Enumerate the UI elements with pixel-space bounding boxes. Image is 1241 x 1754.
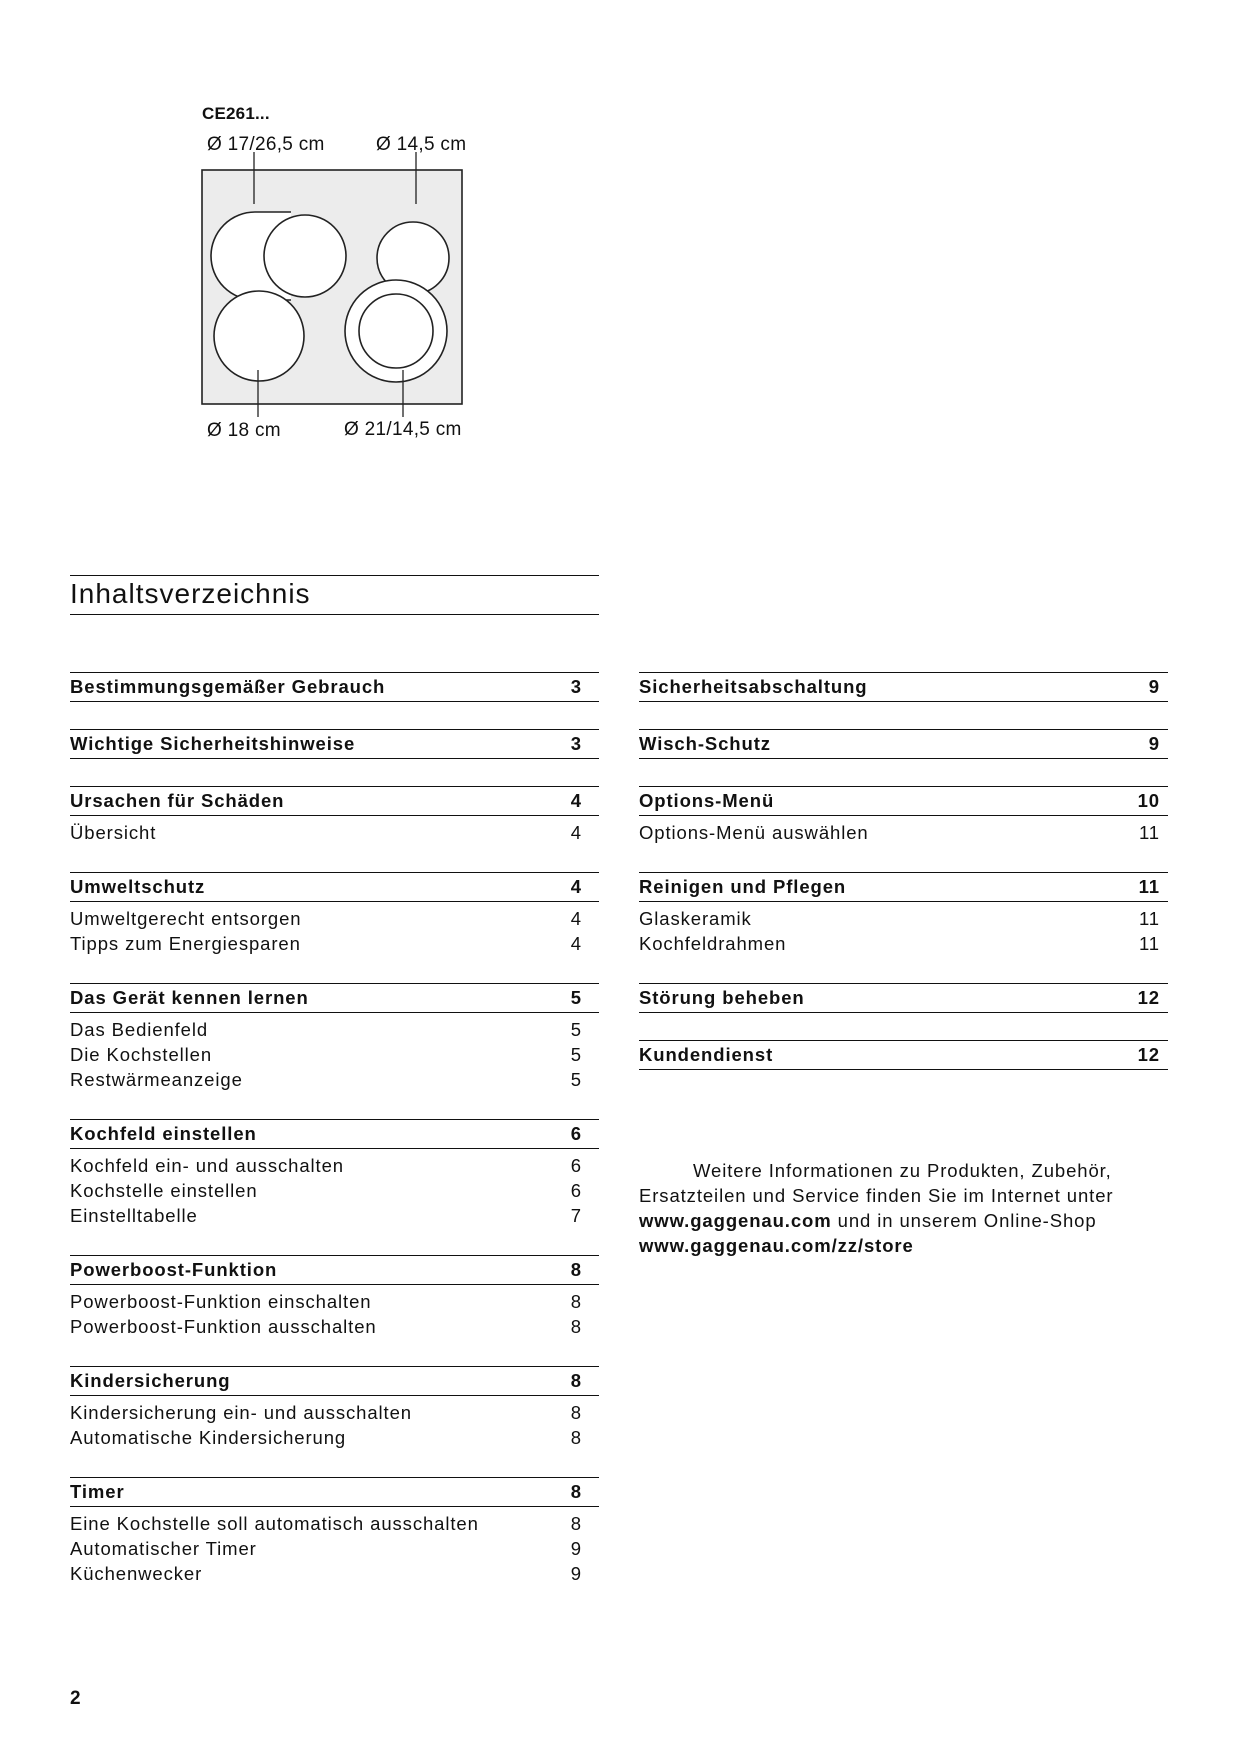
toc-heading-page: 8: [570, 1259, 582, 1280]
toc-heading-page: 9: [1148, 733, 1160, 754]
toc-section-kindersicherung: [70, 1366, 599, 1450]
title-rule-bottom: [70, 614, 599, 615]
toc-entry[interactable]: [639, 931, 1168, 956]
toc-heading-page: 4: [570, 876, 582, 897]
toc-heading-page: 9: [1148, 676, 1160, 697]
toc-heading[interactable]: [639, 1040, 1168, 1070]
toc-heading[interactable]: [70, 1366, 599, 1396]
toc-heading[interactable]: [70, 1119, 599, 1149]
toc-heading[interactable]: [639, 786, 1168, 816]
toc-entry-label: Übersicht: [70, 821, 157, 843]
diameter-label-top-left: Ø 17/26,5 cm: [207, 134, 325, 155]
toc-heading-page: 10: [1137, 790, 1160, 811]
toc-heading-title: Powerboost-Funktion: [70, 1259, 278, 1280]
toc-heading-page: 12: [1137, 987, 1160, 1008]
website-link[interactable]: www.gaggenau.com: [639, 1210, 832, 1231]
toc-entry-page: 9: [570, 1562, 582, 1584]
toc-subentries: [70, 1013, 599, 1092]
toc-entry[interactable]: [70, 1425, 599, 1450]
toc-section-timer: [70, 1477, 599, 1586]
toc-heading-page: 6: [570, 1123, 582, 1144]
toc-subentries: [70, 902, 599, 956]
info-paragraph: [639, 1158, 1159, 1258]
toc-heading-page: 12: [1137, 1044, 1160, 1065]
toc-section-umweltschutz: [70, 872, 599, 956]
toc-entry-label: Das Bedienfeld: [70, 1018, 209, 1040]
toc-entry-page: 8: [570, 1401, 582, 1423]
info-text: Weitere Informationen zu Produkten, Zubehör, Ersatzteilen und Service finden Sie im Internet unter: [639, 1160, 1114, 1206]
toc-entry-label: Options-Menü auswählen: [639, 821, 869, 843]
toc-entry-page: 8: [570, 1290, 582, 1312]
toc-entry[interactable]: [639, 906, 1168, 931]
toc-entry[interactable]: [70, 1561, 599, 1586]
toc-entry-page: 11: [1138, 821, 1160, 843]
toc-heading-page: 4: [570, 790, 582, 811]
toc-left-column: [70, 672, 599, 1613]
diameter-label-bottom-left: Ø 18 cm: [207, 420, 281, 441]
toc-section-reinigen-und-pflegen: [639, 872, 1168, 956]
diameter-label-top-right: Ø 14,5 cm: [376, 134, 467, 155]
toc-entry-page: 8: [570, 1426, 582, 1448]
toc-entry-page: 6: [570, 1179, 582, 1201]
toc-heading[interactable]: [639, 872, 1168, 902]
toc-entry-page: 8: [570, 1315, 582, 1337]
toc-section-powerboost-funktion: [70, 1255, 599, 1339]
toc-entry-page: 4: [570, 821, 582, 843]
toc-entry-label: Tipps zum Energiesparen: [70, 932, 301, 954]
toc-entry-label: Einstelltabelle: [70, 1204, 198, 1226]
toc-heading-title: Kochfeld einstellen: [70, 1123, 257, 1144]
toc-entry-label: Kochfeldrahmen: [639, 932, 787, 954]
toc-entry[interactable]: [639, 820, 1168, 845]
toc-subentries: [70, 1285, 599, 1339]
toc-entry-label: Kochstelle einstellen: [70, 1179, 258, 1201]
toc-entry[interactable]: [70, 1178, 599, 1203]
toc-heading-page: 3: [570, 733, 582, 754]
toc-heading-title: Timer: [70, 1481, 125, 1502]
page-title: Inhaltsverzeichnis: [70, 578, 311, 609]
toc-entry[interactable]: [70, 906, 599, 931]
toc-heading-title: Reinigen und Pflegen: [639, 876, 847, 897]
toc-heading-title: Options-Menü: [639, 790, 775, 811]
toc-heading[interactable]: [70, 786, 599, 816]
toc-entry-label: Automatischer Timer: [70, 1537, 257, 1559]
toc-section-das-gerat-kennen-lernen: [70, 983, 599, 1092]
cooking-zone-bottom-left: [214, 291, 304, 381]
toc-entry[interactable]: [70, 1042, 599, 1067]
toc-heading-page: 8: [570, 1370, 582, 1391]
toc-entry-page: 11: [1138, 932, 1160, 954]
toc-entry[interactable]: [70, 1067, 599, 1092]
toc-heading-title: Umweltschutz: [70, 876, 206, 897]
toc-entry-label: Die Kochstellen: [70, 1043, 213, 1065]
toc-heading[interactable]: [639, 983, 1168, 1013]
toc-section-options-menu: [639, 786, 1168, 845]
toc-section-kundendienst: [639, 1040, 1168, 1070]
toc-subentries: [70, 1396, 599, 1450]
toc-entry[interactable]: [70, 1536, 599, 1561]
toc-heading[interactable]: [70, 672, 599, 702]
toc-heading[interactable]: [70, 872, 599, 902]
toc-heading[interactable]: [639, 729, 1168, 759]
toc-entry-label: Kochfeld ein- und ausschalten: [70, 1154, 344, 1176]
toc-entry[interactable]: [70, 931, 599, 956]
toc-entry[interactable]: [70, 820, 599, 845]
cooktop-diagram: [195, 140, 485, 460]
toc-section-sicherheitsabschaltung: [639, 672, 1168, 702]
toc-heading-title: Kundendienst: [639, 1044, 774, 1065]
toc-right-column: [639, 672, 1168, 1097]
toc-section-wichtige-sicherheitshinweise: [70, 729, 599, 759]
toc-entry-page: 4: [570, 907, 582, 929]
toc-entry[interactable]: [70, 1153, 599, 1178]
toc-heading-title: Ursachen für Schäden: [70, 790, 285, 811]
toc-heading-title: Wisch-Schutz: [639, 733, 771, 754]
toc-entry-label: Powerboost-Funktion einschalten: [70, 1290, 372, 1312]
toc-heading-title: Bestimmungsgemäßer Gebrauch: [70, 676, 386, 697]
toc-section-ursachen-fur-schaden: [70, 786, 599, 845]
toc-heading-title: Wichtige Sicherheitshinweise: [70, 733, 356, 754]
toc-entry-page: 6: [570, 1154, 582, 1176]
toc-section-wisch-schutz: [639, 729, 1168, 759]
toc-entry[interactable]: [70, 1511, 599, 1536]
toc-entry-label: Eine Kochstelle soll automatisch ausschalten: [70, 1512, 479, 1534]
toc-heading-title: Kindersicherung: [70, 1370, 231, 1391]
toc-section-storung-beheben: [639, 983, 1168, 1013]
store-link[interactable]: www.gaggenau.com/zz/store: [639, 1235, 914, 1256]
toc-heading-page: 5: [570, 987, 582, 1008]
toc-entry[interactable]: [70, 1203, 599, 1228]
toc-heading-title: Sicherheitsabschaltung: [639, 676, 868, 697]
toc-heading-page: 11: [1138, 876, 1160, 897]
toc-entry-label: Küchenwecker: [70, 1562, 203, 1584]
toc-heading-page: 8: [570, 1481, 582, 1502]
toc-subentries: [70, 1507, 599, 1586]
toc-entry-page: 9: [570, 1537, 582, 1559]
toc-heading-page: 3: [570, 676, 582, 697]
toc-heading-title: Das Gerät kennen lernen: [70, 987, 309, 1008]
toc-heading[interactable]: [70, 983, 599, 1013]
info-text-2: und in unserem Online-Shop: [837, 1210, 1097, 1231]
toc-subentries: [639, 816, 1168, 845]
toc-entry-page: 7: [570, 1204, 582, 1226]
page-number: 2: [70, 1688, 81, 1709]
toc-subentries: [70, 816, 599, 845]
toc-section-kochfeld-einstellen: [70, 1119, 599, 1228]
toc-section-bestimmungsgemasser-gebrauch: [70, 672, 599, 702]
toc-entry-label: Glaskeramik: [639, 907, 752, 929]
toc-entry-page: 8: [570, 1512, 582, 1534]
diameter-label-bottom-right: Ø 21/14,5 cm: [344, 419, 462, 440]
toc-entry-label: Automatische Kindersicherung: [70, 1426, 347, 1448]
toc-entry[interactable]: [70, 1314, 599, 1339]
toc-entry-page: 5: [570, 1018, 582, 1040]
model-label: CE261...: [202, 104, 270, 123]
toc-entry-page: 5: [570, 1043, 582, 1065]
toc-entry-label: Powerboost-Funktion ausschalten: [70, 1315, 377, 1337]
toc-entry[interactable]: [70, 1017, 599, 1042]
cooking-zone-top-left: [264, 215, 346, 297]
toc-subentries: [639, 902, 1168, 956]
toc-entry-page: 4: [570, 932, 582, 954]
cooking-zone-bottom-right-inner: [359, 294, 433, 368]
toc-entry-page: 11: [1138, 907, 1160, 929]
toc-heading-title: Störung beheben: [639, 987, 805, 1008]
toc-subentries: [70, 1149, 599, 1228]
toc-heading[interactable]: [70, 729, 599, 759]
toc-entry-label: Umweltgerecht entsorgen: [70, 907, 302, 929]
toc-entry-label: Restwärmeanzeige: [70, 1068, 243, 1090]
toc-heading[interactable]: [70, 1255, 599, 1285]
toc-entry[interactable]: [70, 1289, 599, 1314]
toc-entry[interactable]: [70, 1400, 599, 1425]
toc-heading[interactable]: [639, 672, 1168, 702]
toc-entry-page: 5: [570, 1068, 582, 1090]
title-rule-top: [70, 575, 599, 576]
toc-heading[interactable]: [70, 1477, 599, 1507]
toc-entry-label: Kindersicherung ein- und ausschalten: [70, 1401, 412, 1423]
